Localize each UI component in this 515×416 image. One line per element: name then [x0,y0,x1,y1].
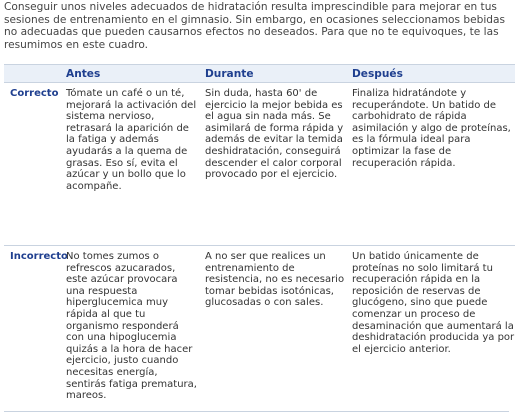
table-row-correcto [4,83,515,246]
table-cell: No tomes zumos o refrescos azucarados, este azúcar provocara una respuesta hiperglucemica muy rápida al que tu organismo responderá con una hipoglucemia quizás a la hora de hacer ejercicio, justo cuando necesitas energía, sentirás fatiga prematura, mareos. [66,246,205,416]
bottom-divider [4,411,509,412]
header-antes: Antes [66,65,205,83]
header-despues: Después [352,65,515,83]
table-header-row [4,65,515,83]
header-empty [4,65,66,83]
table-cell: Sin duda, hasta 60' de ejercicio la mejor bebida es el agua sin nada más. Se asimilará de forma rápida y además de evitar la temida deshidratación, conseguirá descender el calor corporal provocado por el ejercicio. [205,83,352,246]
row-label: Correcto [4,83,66,246]
table-row-incorrecto [4,246,515,416]
table-cell: Tómate un café o un té, mejorará la activación del sistema nervioso, retrasará la aparición de la fatiga y además ayudarás a la quema de grasas. Eso sí, evita el azúcar y un bollo que lo acompañe. [66,83,205,246]
hydration-table [4,64,515,416]
row-label: Incorrecto [4,246,66,416]
intro-paragraph: Conseguir unos niveles adecuados de hidratación resulta imprescindible para mejorar en tus sesiones de entrenamiento en el gimnasio. Sin embargo, en ocasiones seleccionamos bebidas no adecuadas que pueden causarnos efectos no deseados. Para que no te equivoques, te las resumimos en este cuadro. [4,1,509,51]
table-cell: A no ser que realices un entrenamiento de resistencia, no es necesario tomar bebidas isotónicas, glucosadas o con sales. [205,246,352,416]
table-cell: Finaliza hidratándote y recuperándote. Un batido de carbohidrato de rápida asimilación y algo de proteínas, es la fórmula ideal para optimizar la fase de recuperación rápida. [352,83,515,246]
table-cell: Un batido únicamente de proteínas no solo limitará tu recuperación rápida en la reposición de reservas de glucógeno, sino que puede comenzar un proceso de desaminación que aumentará la deshidratación producida ya por el ejercicio anterior. [352,246,515,416]
header-durante: Durante [205,65,352,83]
